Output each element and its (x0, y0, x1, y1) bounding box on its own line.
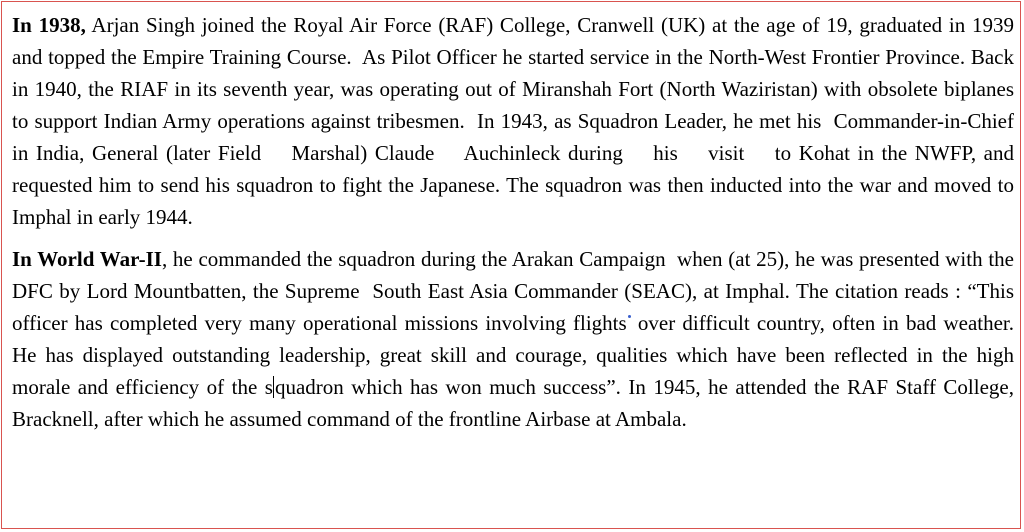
paragraph-1-text: Arjan Singh joined the Royal Air Force (RAF) College, Cranwell (UK) at the age of 19, graduated in 1939 and topped the Empire Training Course. As Pilot Officer he started service in the North-West Frontier Province. Back in 1940, the RIAF in its seventh year, was operating out of Miranshah Fort (North Waziristan) with obsolete biplanes to support Indian Army operations against tribesmen. In 1943, as Squadron Leader, he met his Commander-in-Chief in India, General (later Field Marshal) Claude Auchinleck during his visit to Kohat in the NWFP, and requested him to send his squadron to fight the Japanese. The squadron was then inducted into the war and moved to Imphal in early 1944. (12, 13, 1020, 229)
paragraph-1-lead: In 1938, (12, 13, 86, 37)
document-body[interactable] (12, 9, 1020, 435)
paragraph-2-lead: In World War-II (12, 247, 162, 271)
paragraph-2-text-part2: over difficult country, often in bad weather. He has displayed outstanding leadership, great skill and courage, qualities which have been reflected in the high morale and efficiency of the s (12, 311, 1015, 399)
paragraph-2-text-part3: quadron which has won much success”. In 1945, he attended the RAF Staff College, Bracknell, after which he assumed command of the frontline Airbase at Ambala. (12, 375, 1014, 431)
paragraph-1938 (12, 9, 1020, 233)
document-frame (1, 1, 1021, 529)
paragraph-world-war-ii (12, 243, 1020, 435)
paragraph-2-text-part1: , he commanded the squadron during the Arakan Campaign when (at 25), he was presented with the DFC by Lord Mountbatten, the Supreme South East Asia Commander (SEAC), at Imphal. The citation reads : “This officer has completed very many operational missions involving flights (12, 247, 1020, 335)
